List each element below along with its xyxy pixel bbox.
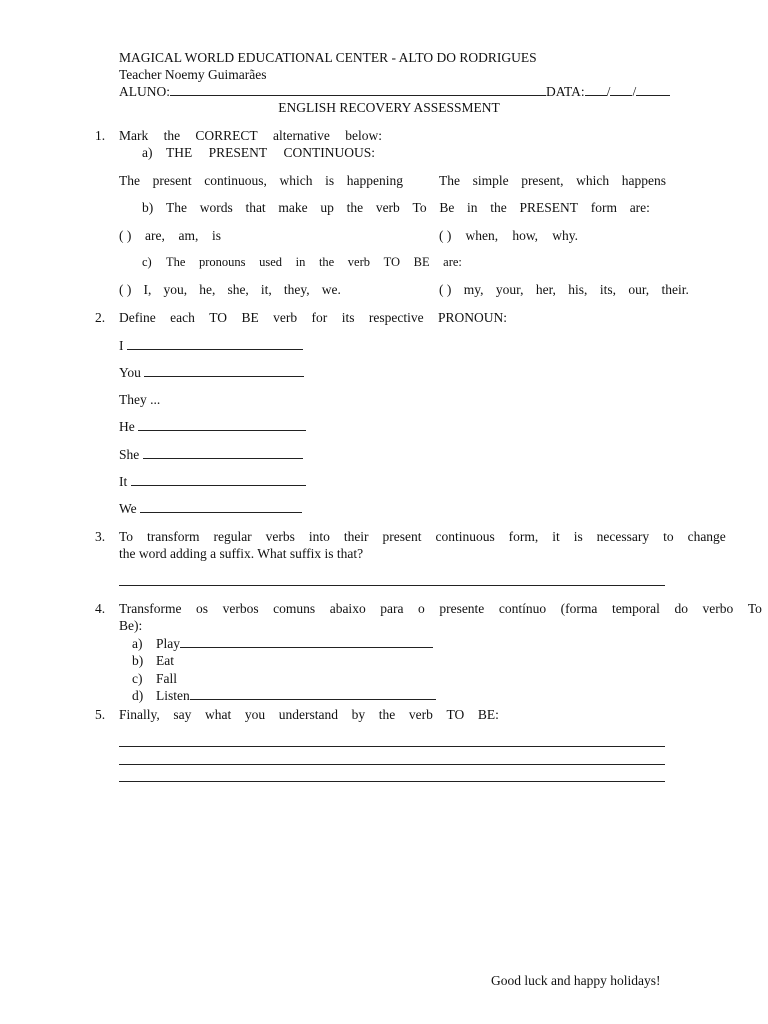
word: abaixo [329, 601, 366, 616]
q1-number: 1. [95, 128, 106, 143]
word: PRESENT [519, 200, 578, 215]
word: contínuo [498, 601, 547, 616]
word: the [490, 200, 507, 215]
q2-item-we: We [119, 500, 302, 517]
q4d-letter: d) [132, 688, 144, 703]
word: which [576, 173, 610, 188]
word: our, [628, 282, 650, 297]
q2-item-she: She [119, 446, 303, 463]
q2-prompt [119, 309, 507, 326]
assessment-title: ENGLISH RECOVERY ASSESSMENT [278, 100, 500, 115]
word: form, [508, 529, 539, 544]
q4b-letter: b) [132, 653, 144, 668]
word: form [590, 200, 617, 215]
q4-line-2: Be): [119, 618, 143, 633]
word: THE [166, 145, 193, 160]
word: (forma [560, 601, 598, 616]
word: your, [495, 282, 524, 297]
word: happening [346, 173, 403, 188]
word: The [166, 200, 187, 215]
word: is [211, 228, 221, 243]
word: BE: [477, 707, 499, 722]
word: am, [178, 228, 199, 243]
word: words [199, 200, 233, 215]
word: CONTINUOUS: [283, 145, 375, 160]
q1a-text [166, 144, 375, 161]
word: he, [199, 282, 216, 297]
q1a-option-1[interactable] [119, 172, 403, 189]
word: up [320, 200, 334, 215]
date-year-field[interactable] [636, 83, 670, 96]
word: I, [143, 282, 152, 297]
word: its, [599, 282, 616, 297]
checkbox: ( ) [119, 228, 132, 243]
word: CORRECT [195, 128, 258, 143]
q3-number: 3. [95, 529, 106, 544]
q1a-letter: a) [142, 145, 153, 160]
word: BE [413, 255, 430, 269]
word: To [747, 601, 762, 616]
date-month-field[interactable] [610, 83, 632, 96]
word: Be [439, 200, 455, 215]
word: To [119, 529, 134, 544]
word: TO [383, 255, 401, 269]
word: present [382, 529, 422, 544]
word: my, [463, 282, 484, 297]
word: the [318, 255, 335, 269]
q3-line-2: the word adding a suffix. What suffix is that? [119, 546, 364, 561]
word: are, [145, 228, 165, 243]
student-label: ALUNO: [119, 84, 170, 99]
word: para [380, 601, 404, 616]
q2-answer-field[interactable] [127, 337, 303, 350]
q5-number: 5. [95, 707, 106, 722]
q2-answer-field[interactable] [131, 473, 306, 486]
word: TO [446, 707, 465, 722]
q4-number: 4. [95, 601, 106, 616]
q4a-letter: a) [132, 636, 143, 651]
word: by [351, 707, 366, 722]
word: in [295, 255, 306, 269]
word: verbs [265, 529, 295, 544]
word: make [278, 200, 308, 215]
word: her, [535, 282, 556, 297]
q5-answer-line-3[interactable] [119, 781, 665, 782]
q1c-option-2[interactable] [439, 281, 689, 298]
date-label: DATA: [546, 84, 585, 99]
word: alternative [272, 128, 330, 143]
word: os [196, 601, 209, 616]
word: verb [347, 255, 371, 269]
word: they, [283, 282, 310, 297]
teacher-name: Teacher Noemy Guimarães [119, 67, 267, 82]
checkbox: ( ) [119, 282, 132, 297]
word: BE [241, 310, 259, 325]
word: are: [443, 255, 462, 269]
date-day-field[interactable] [585, 83, 607, 96]
word: it [552, 529, 560, 544]
q2-item-i: I [119, 337, 303, 354]
q2-item-he: He [119, 418, 306, 435]
word: his, [568, 282, 588, 297]
word: The [439, 173, 460, 188]
word: presente [439, 601, 485, 616]
word: The [166, 255, 186, 269]
q5-prompt [119, 706, 499, 723]
word: their. [661, 282, 689, 297]
word: Define [119, 310, 156, 325]
word: are: [629, 200, 650, 215]
q4d-item: Listen [156, 687, 436, 704]
word: temporal [611, 601, 660, 616]
q3-answer-line[interactable] [119, 585, 665, 586]
checkbox: ( ) [439, 228, 452, 243]
q2-number: 2. [95, 310, 106, 325]
student-date-row: ALUNO: DATA: / / [119, 83, 670, 100]
q2-item-you: You [119, 364, 304, 381]
word: necessary [596, 529, 650, 544]
word: present, [521, 173, 564, 188]
q5-answer-line-2[interactable] [119, 764, 665, 765]
student-name-field[interactable] [170, 83, 546, 96]
word: understand [278, 707, 338, 722]
q4-answer-field[interactable] [180, 635, 433, 648]
word: she, [227, 282, 249, 297]
word: which [279, 173, 313, 188]
word: respective [368, 310, 424, 325]
word: regular [213, 529, 252, 544]
q2-answer-field[interactable] [143, 446, 303, 459]
q2-answer-field[interactable] [144, 364, 304, 377]
q4-line-1 [119, 600, 762, 617]
word: change [687, 529, 726, 544]
word: each [170, 310, 195, 325]
q4b-item: Eat [156, 653, 174, 668]
q2-item-it: It [119, 473, 306, 490]
word: pronouns [199, 255, 246, 269]
q4a-item: Play [156, 635, 433, 652]
word: you [244, 707, 266, 722]
q4c-item: Fall [156, 671, 178, 686]
q2-item-they: They ... [119, 392, 161, 407]
q1c-letter: c) [142, 255, 152, 269]
word: why. [552, 228, 578, 243]
q2-answer-field[interactable] [138, 418, 306, 431]
word: TO [209, 310, 228, 325]
word: simple [472, 173, 509, 188]
word: continuous, [204, 173, 267, 188]
q1b-option-1[interactable] [119, 227, 221, 244]
q1b-text [166, 199, 650, 216]
q2-answer-field[interactable] [140, 500, 302, 513]
q5-answer-line-1[interactable] [119, 746, 665, 747]
word: when, [465, 228, 499, 243]
word: continuous [435, 529, 495, 544]
word: verbos [222, 601, 259, 616]
checkbox: ( ) [439, 282, 452, 297]
word: happens [621, 173, 666, 188]
school-name: MAGICAL WORLD EDUCATIONAL CENTER - ALTO DO RODRIGUES [119, 50, 537, 65]
q1c-text [166, 254, 462, 271]
q4-answer-field[interactable] [190, 687, 436, 700]
word: used [259, 255, 283, 269]
word: To [412, 200, 427, 215]
word: PRESENT [208, 145, 268, 160]
q4c-letter: c) [132, 671, 143, 686]
word: Finally, [119, 707, 160, 722]
word: verb [408, 707, 433, 722]
word: is [325, 173, 335, 188]
word: it, [260, 282, 272, 297]
word: present [152, 173, 192, 188]
word: you, [163, 282, 188, 297]
word: into [308, 529, 330, 544]
word: The [119, 173, 140, 188]
q1-prompt [119, 127, 382, 144]
word: say [173, 707, 192, 722]
word: the [346, 200, 364, 215]
q1a-option-2[interactable] [439, 172, 666, 189]
word: do [674, 601, 688, 616]
word: verb [375, 200, 400, 215]
closing-message: Good luck and happy holidays! [491, 973, 661, 988]
q1c-option-1[interactable] [119, 281, 341, 298]
word: is [573, 529, 583, 544]
q3-line-1 [119, 528, 726, 545]
word: below: [345, 128, 382, 143]
word: to [663, 529, 674, 544]
word: verbo [702, 601, 734, 616]
word: how, [512, 228, 539, 243]
word: in [467, 200, 478, 215]
word: Transforme [119, 601, 182, 616]
word: the [378, 707, 396, 722]
word: verb [273, 310, 298, 325]
word: transform [147, 529, 200, 544]
word: comuns [273, 601, 316, 616]
word: o [418, 601, 425, 616]
word: the [163, 128, 181, 143]
word: we. [321, 282, 341, 297]
q1b-letter: b) [142, 200, 154, 215]
word: for [311, 310, 328, 325]
q1b-option-2[interactable] [439, 227, 578, 244]
word: their [343, 529, 369, 544]
word: PRONOUN: [437, 310, 507, 325]
word: what [205, 707, 232, 722]
word: Mark [119, 128, 149, 143]
word: that [245, 200, 266, 215]
word: its [341, 310, 355, 325]
